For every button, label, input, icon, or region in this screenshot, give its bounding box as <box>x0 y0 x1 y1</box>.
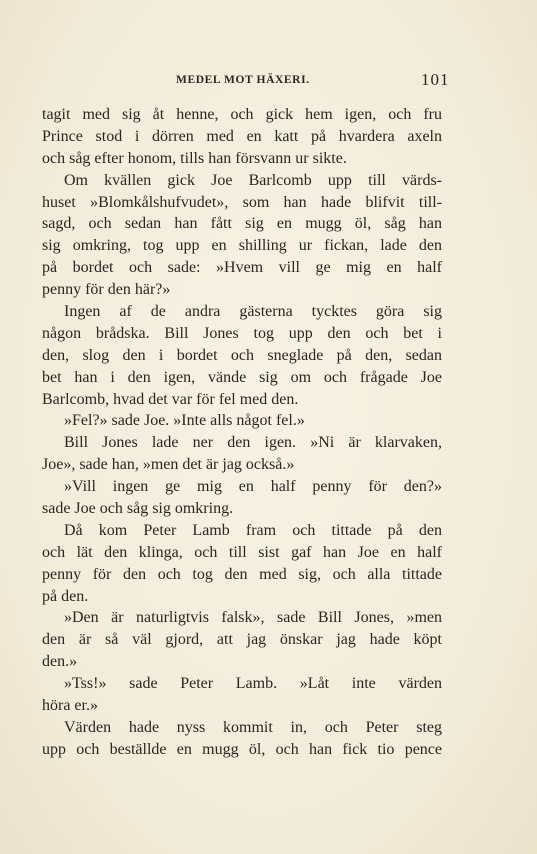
text-line: på den. <box>42 587 89 605</box>
text-line: penny för den och tog den med sig, och alla tittade <box>42 565 442 583</box>
text-line: Joe», sade han, »men det är jag också.» <box>42 456 295 474</box>
text-line: Då kom Peter Lamb fram och tittade på den <box>64 521 442 539</box>
text-line: den.» <box>42 653 78 671</box>
body-text <box>42 104 442 761</box>
text-line: och såg efter honom, tills han försvann ur sikte. <box>42 149 347 167</box>
text-line: Värden hade nyss kommit in, och Peter steg <box>64 718 442 736</box>
page-number: 101 <box>421 70 450 89</box>
text-line: upp och beställde en mugg öl, och han fick tio pence <box>42 740 442 758</box>
text-line: den, slog den i bordet och sneglade på den, sedan <box>42 346 442 364</box>
text-line: »Fel?» sade Joe. »Inte alls något fel.» <box>64 412 305 430</box>
text-line: »Den är naturligtvis falsk», sade Bill Jones, »men <box>64 609 442 627</box>
text-line: någon brådska. Bill Jones tog upp den och bet i <box>42 324 442 342</box>
text-line: och lät den klinga, och till sist gaf han Joe en half <box>42 543 442 561</box>
text-line: sade Joe och såg sig omkring. <box>42 500 234 518</box>
text-line: Barlcomb, hvad det var för fel med den. <box>42 390 299 408</box>
text-line: bet han i den igen, vände sig om och frågade Joe <box>42 368 442 386</box>
text-line: höra er.» <box>42 697 98 715</box>
text-line: »Vill ingen ge mig en half penny för den?» <box>64 478 442 496</box>
text-line: tagit med sig åt henne, och gick hem igen, och fru <box>42 106 442 123</box>
running-title: MEDEL MOT HÄXERI. <box>176 74 310 86</box>
text-line: Prince stod i dörren med en katt på hvardera axeln <box>42 127 442 145</box>
text-line: på bordet och sade: »Hvem vill ge mig en half <box>42 259 442 277</box>
running-head <box>42 70 450 90</box>
text-line: sagd, och sedan han fått sig en mugg öl, såg han <box>42 215 442 233</box>
text-line: penny för den här?» <box>42 281 171 299</box>
text-line: den är så väl gjord, att jag önskar jag hade köpt <box>42 631 442 649</box>
text-line: sig omkring, tog upp en shilling ur fickan, lade den <box>42 237 442 255</box>
text-line: »Tss!» sade Peter Lamb. »Låt inte värden <box>64 675 442 693</box>
text-line: Om kvällen gick Joe Barlcomb upp till värds- <box>64 171 442 189</box>
text-line: huset »Blomkålshufvudet», som han hade blifvit till- <box>42 193 442 211</box>
text-line: Ingen af de andra gästerna tycktes göra sig <box>64 303 442 321</box>
text-line: Bill Jones lade ner den igen. »Ni är klarvaken, <box>64 434 442 452</box>
